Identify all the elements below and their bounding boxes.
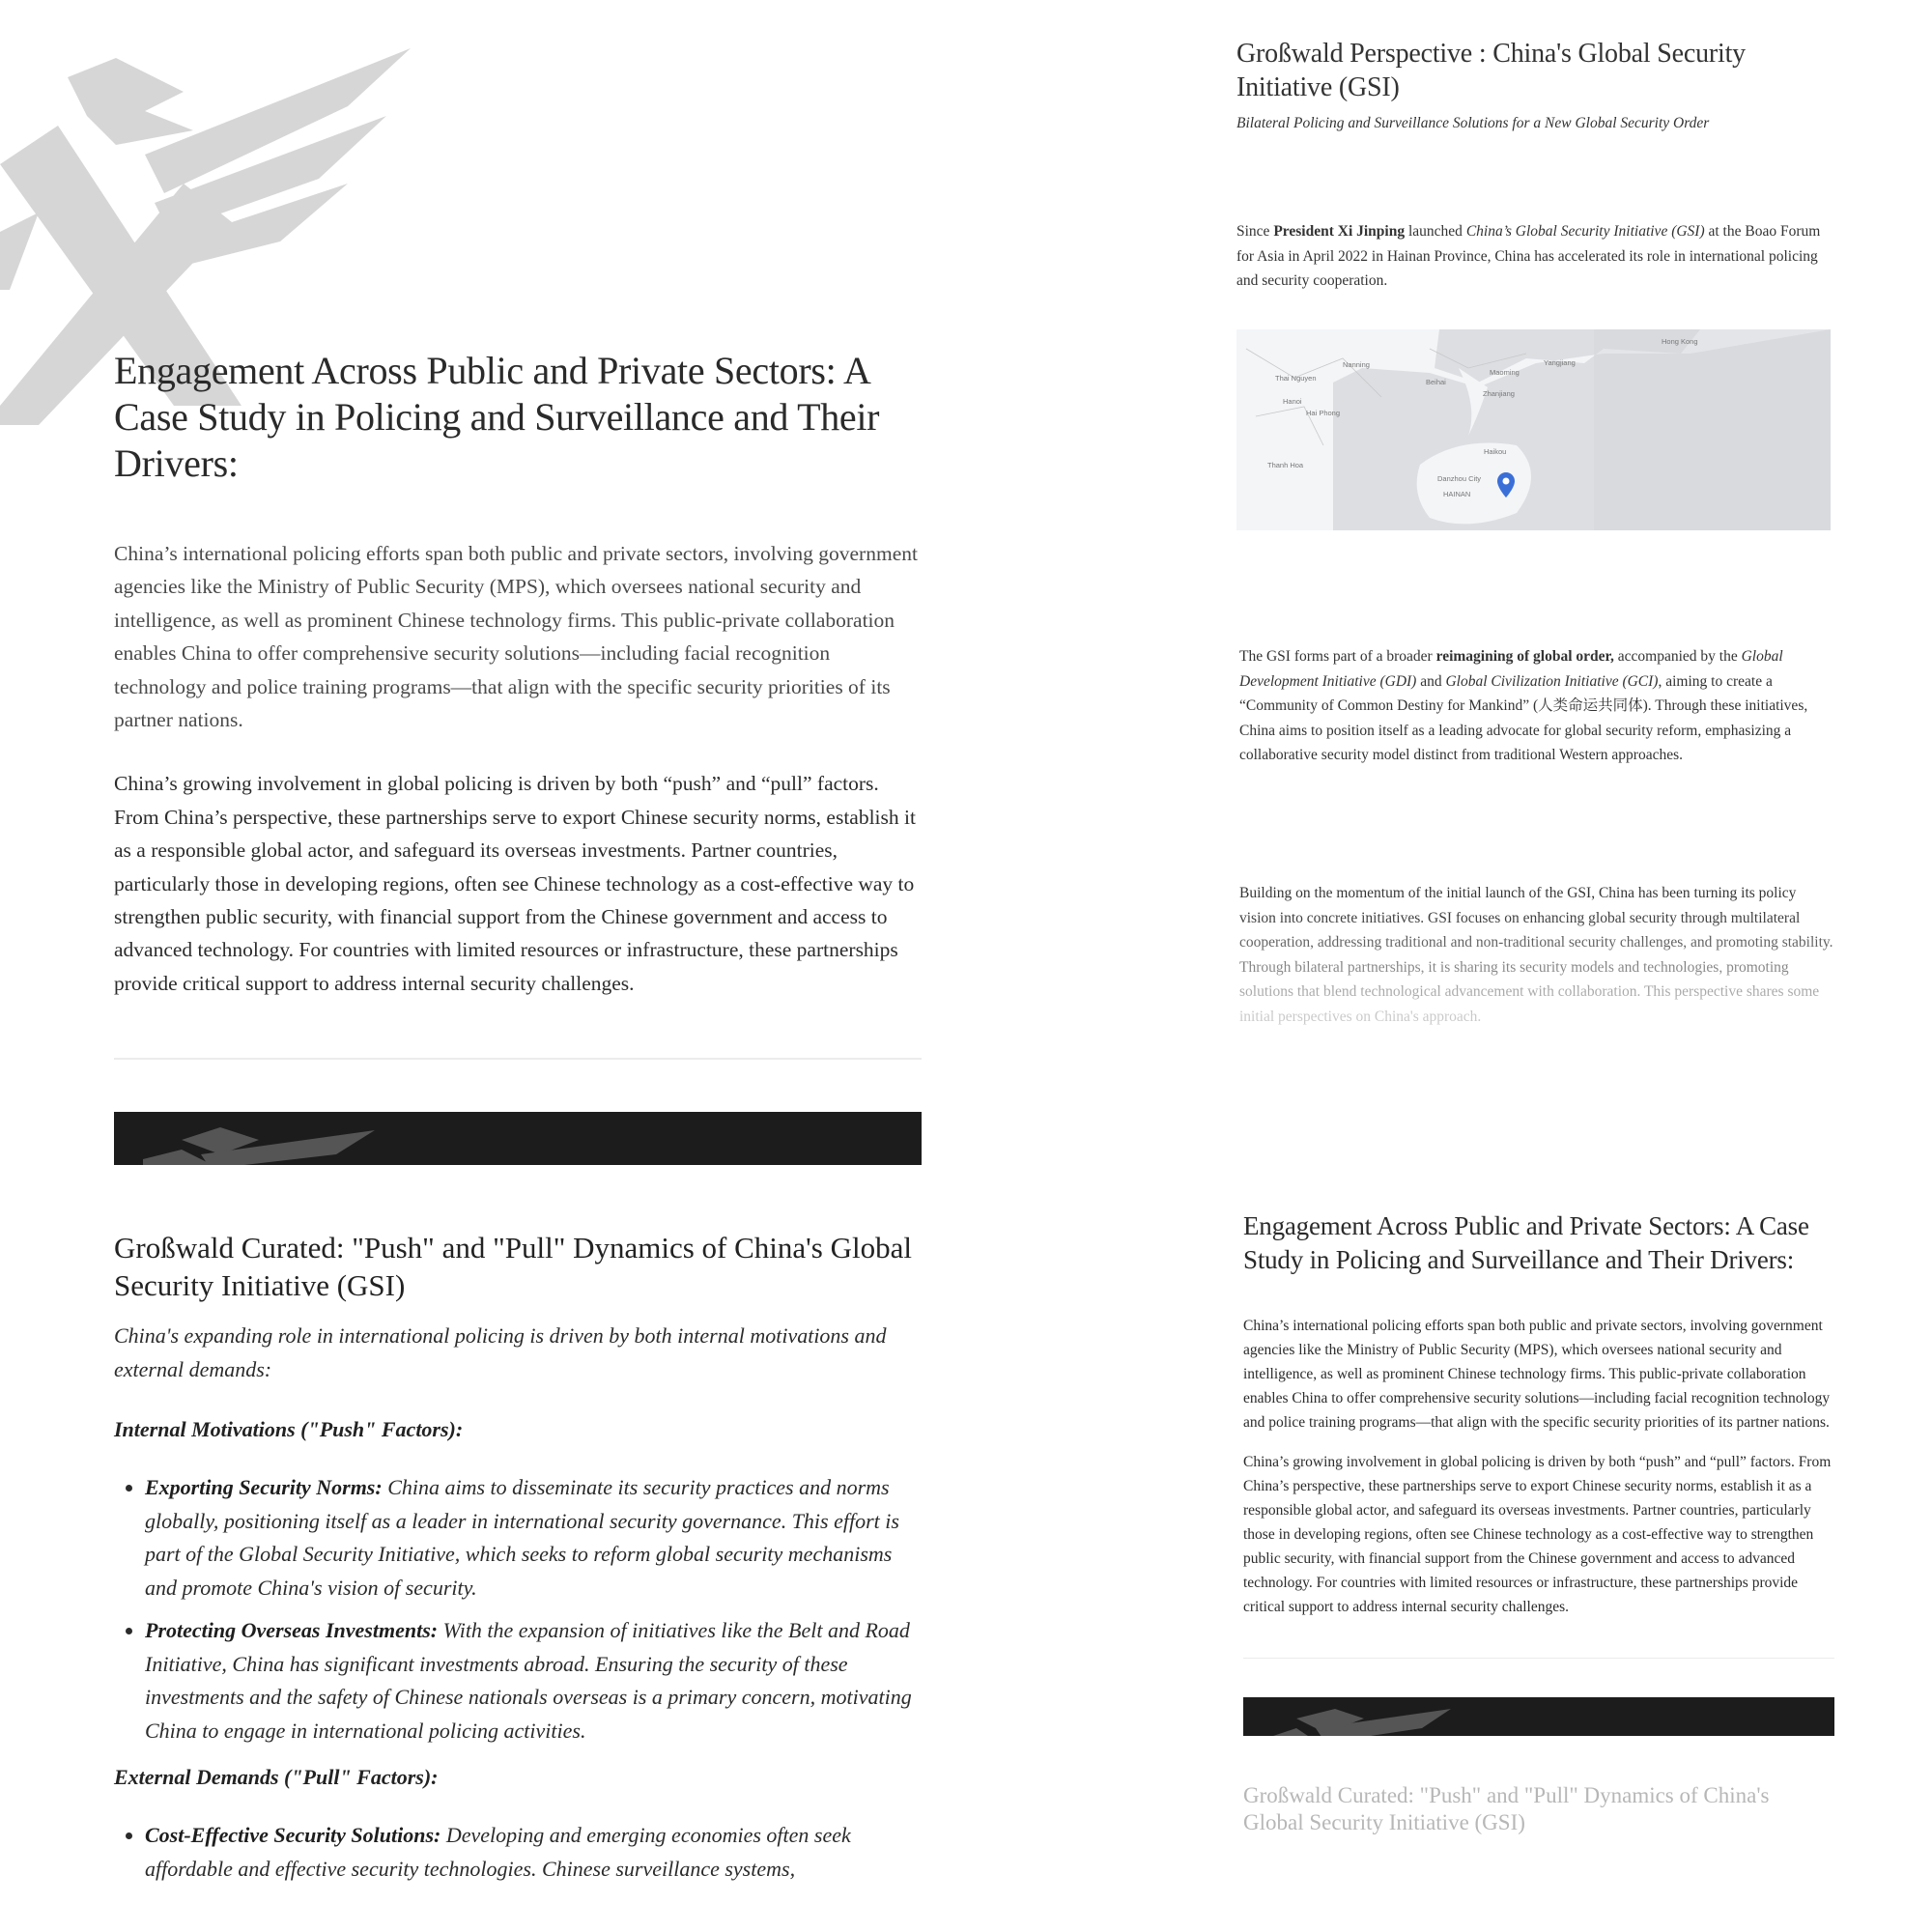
list-item (145, 1614, 922, 1747)
map-label: HAINAN (1443, 489, 1471, 498)
list-item-term: Cost-Effective Security Solutions: (145, 1823, 441, 1848)
map-label: Danzhou City (1437, 473, 1482, 483)
pull-factors-list (114, 1819, 922, 1886)
faded-paragraph: Building on the momentum of the initial launch of the GSI, China has been turning its policy vision into concrete initiatives. GSI focuses on enhancing global security through multilateral cooperation, addressing traditional and non-traditional security challenges, and promoting stability. Through bilateral partnerships, it is sharing its security models and technologies, promoting solutions that blend technological advancement with collaboration. This perspective shares some initial perspectives on China's approach. (1239, 881, 1833, 1029)
pull-factors-heading: External Demands ("Pull" Factors): (114, 1765, 439, 1790)
map-label: Thai Nguyen (1275, 373, 1317, 383)
map-label: Maoming (1490, 367, 1520, 377)
perspective-subtitle: Bilateral Policing and Surveillance Solutions for a New Global Security Order (1236, 115, 1710, 131)
push-factors-list (114, 1471, 922, 1747)
engagement-heading: Engagement Across Public and Private Sectors: A Case Study in Policing and Surveillance and Their Drivers: (1243, 1211, 1809, 1274)
map-label: Hong Kong (1662, 336, 1698, 346)
map-image (1236, 329, 1831, 530)
map-pin-icon[interactable] (1497, 472, 1515, 497)
right-perspective (1236, 37, 1831, 530)
map-hainan[interactable] (1236, 329, 1831, 530)
dark-banner (1243, 1697, 1834, 1736)
curated-heading: Großwald Curated: "Push" and "Pull" Dynamics of China's Global Security Initiative (GSI) (114, 1231, 912, 1303)
eagle-banner-icon (1267, 1709, 1461, 1736)
map-label: Nanning (1343, 359, 1370, 369)
curated-intro: China's expanding role in international policing is driven by both internal motivations and external demands: (114, 1323, 887, 1381)
gsi-momentum-paragraph (1239, 881, 1833, 1029)
map-label: Hai Phong (1306, 408, 1341, 417)
article-heading: Engagement Across Public and Private Sectors: A Case Study in Policing and Surveillance and Their Drivers: (114, 349, 880, 485)
map-label: Beihai (1426, 377, 1446, 386)
list-item-text: Developing and emerging economies often seek affordable and effective security technologies. Chinese surveillance systems, (145, 1823, 851, 1881)
list-item-text: With the expansion of initiatives like the Belt and Road Initiative, China has significant investments abroad. Ensuring the security of these investments and the safety of Chinese nationals overseas is a primary concern, motivating China to engage in international policing activities. (145, 1618, 912, 1743)
divider (1243, 1658, 1834, 1659)
divider (114, 1058, 922, 1060)
map-label: Yangjiang (1544, 357, 1576, 367)
article-paragraph-1: China’s international policing efforts span both public and private sectors, involving government agencies like the Ministry of Public Security (MPS), which oversees national security and intelligence, as well as prominent Chinese technology firms. This public-private collaboration enables China to offer comprehensive security solutions—including facial recognition technology and police training programs—that align with the specific security priorities of its partner nations. (114, 542, 918, 732)
engagement-paragraph-2: China’s growing involvement in global policing is driven by both “push” and “pull” factors. From China’s perspective, these partnerships serve to export Chinese security norms, establish it as a responsible global actor, and safeguard its overseas investments. Partner countries, particularly those in developing regions, often see Chinese technology as a cost-effective way to strengthen public security, with financial support from the Chinese government and access to advanced technology. For countries with limited resources or infrastructure, these partnerships provide critical support to address internal security challenges. (1243, 1454, 1832, 1615)
engagement-paragraph-1: China’s international policing efforts span both public and private sectors, involving government agencies like the Ministry of Public Security (MPS), which oversees national security and intelligence, as well as prominent Chinese technology firms. This public-private collaboration enables China to offer comprehensive security solutions—including facial recognition technology and police training programs—that align with the specific security priorities of its partner nations. (1243, 1318, 1831, 1431)
list-item (145, 1819, 922, 1886)
perspective-title: Großwald Perspective : China's Global Security Initiative (GSI) (1236, 39, 1746, 102)
article-paragraph-2: China’s growing involvement in global policing is driven by both “push” and “pull” factors. From China’s perspective, these partnerships serve to export Chinese security norms, establish it as a responsible global actor, and safeguard its overseas investments. Partner countries, particularly those in developing regions, often see Chinese technology as a cost-effective way to strengthen public security, with financial support from the Chinese government and access to advanced technology. For countries with limited resources or infrastructure, these partnerships provide critical support to address internal security challenges. (114, 772, 916, 995)
map-label: Thanh Hoa (1267, 460, 1304, 469)
push-factors-heading: Internal Motivations ("Push" Factors): (114, 1417, 464, 1442)
dark-banner (114, 1112, 922, 1165)
map-label: Hanoi (1283, 396, 1302, 406)
list-item-text: China aims to disseminate its security practices and norms globally, positioning itself as a leader in international security governance. This effort is part of the Global Security Initiative, which seeks to reform global security mechanisms and promote China's vision of security. (145, 1475, 899, 1600)
right-engagement-section (1243, 1209, 1834, 1836)
map-label: Zhanjiang (1483, 388, 1515, 398)
perspective-intro: Since President Xi Jinping launched China’s Global Security Initiative (GSI) at the Boao Forum for Asia in April 2022 in Hainan Province, China has accelerated its role in international policing and security cooperation. (1236, 223, 1821, 289)
list-item-term: Exporting Security Norms: (145, 1475, 383, 1500)
gsi-broader-order: The GSI forms part of a broader reimagining of global order, accompanied by the Global Development Initiative (GDI) and Global Civilization Initiative (GCI), aiming to create a “Community of Common Destiny for Mankind” (人类命运共同体). Through these initiatives, China aims to position itself as a leading advocate for global security reform, emphasizing a collaborative security model distinct from traditional Western approaches. (1239, 648, 1808, 763)
list-item-term: Protecting Overseas Investments: (145, 1618, 439, 1643)
list-item (145, 1471, 922, 1605)
map-label: Haikou (1484, 446, 1507, 456)
eagle-banner-icon (143, 1116, 384, 1165)
curated-heading-faded: Großwald Curated: "Push" and "Pull" Dynamics of China's Global Security Initiative (GSI) (1243, 1783, 1770, 1834)
left-article (114, 348, 922, 1895)
